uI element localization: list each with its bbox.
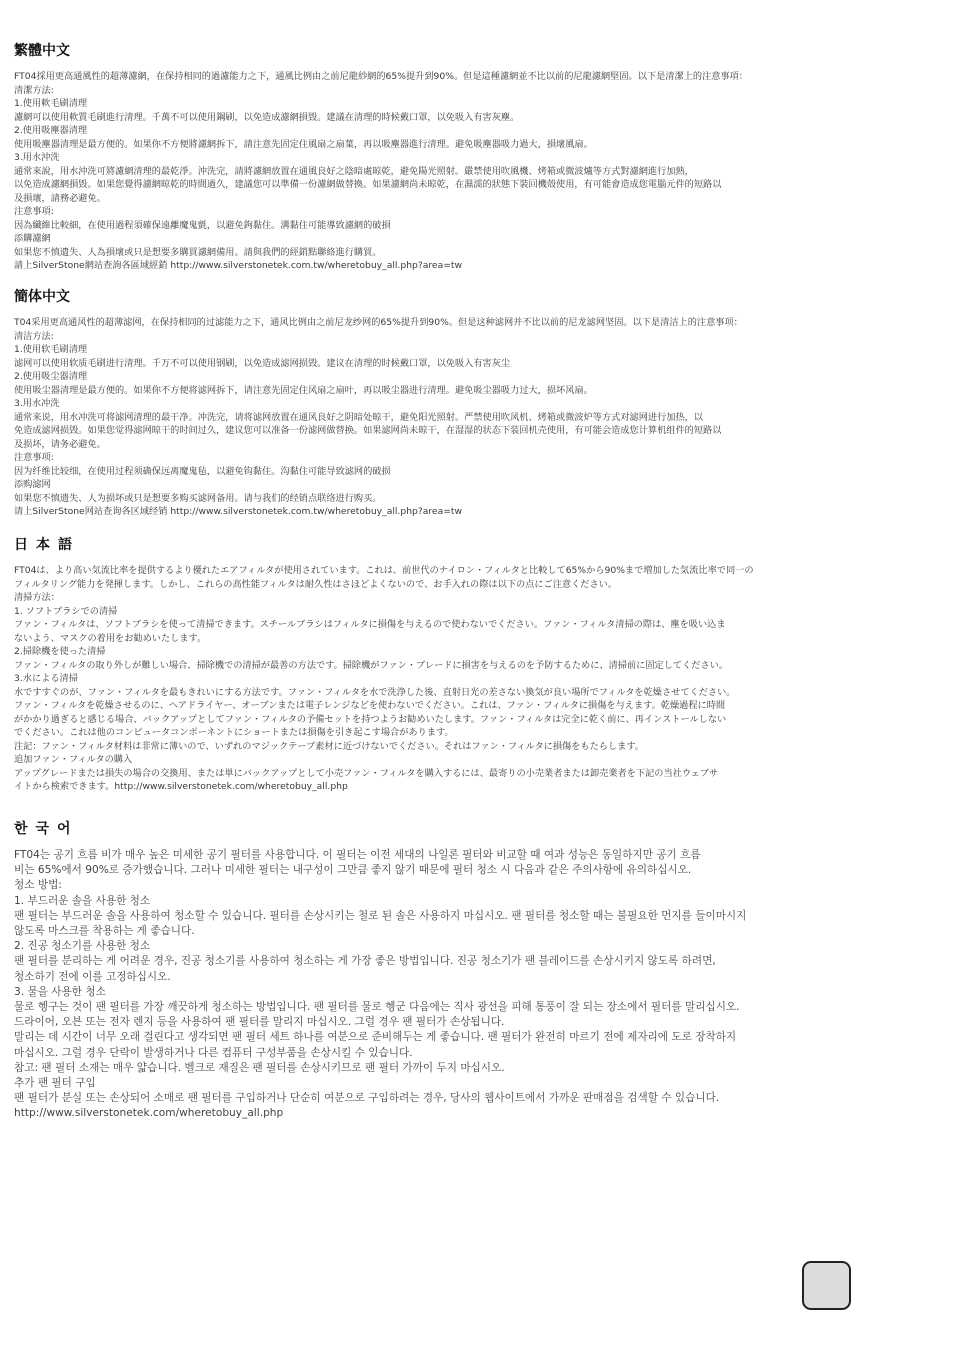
text-line: 3.水による清掃: [14, 673, 78, 684]
text-line: 添购滤网: [14, 479, 51, 490]
text-line: FT04는 공기 흐름 비가 매우 높은 미세한 공기 필터를 사용합니다. 이 필터는 이전 세대의 나일론 필터와 비교할 때 여과 성능은 동일하지만 공기 흐름: [14, 849, 701, 861]
section-korean: [14, 820, 914, 1122]
text-line: 免造成滤网损毁。如果您觉得滤网晾干的时间过久，建议您可以准备一份滤网做替换。如果滤网尚未晾干，在湿湿的状态下装回机壳使用，有可能会造成您计算机组件的短路以: [14, 425, 722, 436]
text-line: ファン・フィルタの取り外しが難しい場合、掃除機での清掃が最善の方法です。掃除機がファン・ブレードに損害を与えるのを予防するために、清掃前に固定してください。: [14, 659, 729, 671]
text-line: 清掃方法：: [14, 592, 60, 603]
text-line: がかかり過ぎると感じる場合、バックアップとしてファン・フィルタの予備セットを持つようお勧めいたします。ファン・フィルタは完全に乾く前に、再インストールしない: [14, 713, 727, 725]
text-line: 1.使用軟毛刷清理: [14, 98, 88, 109]
text-line: 如果您不慎遗失、人为损坏或只是想要多购买滤网备用。请与我们的经销点联络进行购买。: [14, 492, 382, 504]
section-heading: 日本語: [14, 537, 80, 553]
text-line: 清洁方法:: [14, 330, 54, 342]
text-line: 물로 헹구는 것이 팬 필터를 가장 깨끗하게 청소하는 방법입니다. 팬 필터를 물로 헹군 다음에는 직사 광선을 피해 통풍이 잘 되는 장소에서 필터를 말리십시오.: [14, 1001, 740, 1014]
text-line: 滤网可以使用软质毛刷进行清理。千万不可以使用钢刷，以免造成滤网损毁。建议在清理的时候戴口罩，以免吸入有害灰尘: [14, 357, 511, 369]
text-line: 드라이어, 오븐 또는 전자 렌지 등을 사용하여 팬 필터를 말리지 마십시오. 그럴 경우 팬 필터가 손상됩니다.: [14, 1016, 505, 1029]
text-line: 濾網可以使用軟質毛刷進行清理。千萬不可以使用鋼刷，以免造成濾網損毀。建議在清理的時候戴口罩，以免吸入有害灰塵。: [14, 111, 520, 123]
text-line: 清潔方法:: [14, 84, 54, 96]
text-line: FT04採用更高通風性的超薄濾網，在保持相同的過濾能力之下，通風比例由之前尼龍紗網的65%提升到90%。但是這種濾網並不比以前的尼龍濾網堅固。以下是清潔上的注意事項：: [14, 71, 748, 82]
text-line: 2.使用吸塵器清理: [14, 125, 88, 136]
text-line: 참고: 팬 필터 소재는 매우 얇습니다. 벨크로 재질은 팬 필터를 손상시키므로 팬 필터 가까이 두지 마십시오.: [14, 1061, 505, 1074]
text-line: 1. ソフトブラシでの清掃: [14, 605, 118, 617]
text-line: 因为纤维比较细，在使用过程须确保远离魔鬼毡，以避免钩黏住。沟黏住可能导致滤网的破损: [14, 465, 391, 477]
section-simplified-chinese: [14, 288, 914, 519]
text-line: ファン・フィルタを乾燥させるのに、ヘアドライヤー、オーブンまたは電子レンジなどを使わないでください。これは、ファン・フィルタに損傷を与えます。乾燥過程に時間: [14, 700, 726, 711]
text-line: イトから検索できます。http://www.silverstonetek.com/wheretobuy_all.php: [14, 781, 348, 792]
text-line: FT04は、より高い気流比率を提供するより優れたエアフィルタが使用されています。これは、前世代のナイロン・フィルタと比較して65%から90%まで増加した気流比率で同一の: [14, 565, 754, 576]
text-line: 通常來說，用水沖洗可將濾網清理的最乾淨。沖洗完，請將濾網放置在通風良好之陰暗處晾乾，避免陽光照射。嚴禁使用吹風機、烤箱或微波爐等方式對濾網進行加熱，: [14, 165, 694, 177]
text-line: 水ですすぐのが、ファン・フィルタを最もきれいにする方法です。ファン・フィルタを水で洗浄した後、直射日光の差さない換気が良い場所でフィルタを乾燥させてください。: [14, 686, 736, 698]
text-line: 使用吸塵器清理是最方便的。如果你不方便將濾網拆下，請注意先固定住風扇之扇葉，再以吸塵器進行清理。避免吸塵器吸力過大，損壞風扇。: [14, 138, 593, 150]
section-japanese: [14, 536, 914, 794]
text-line: フィルタリング能力を発揮します。しかし、これらの高性能フィルタは耐久性はさほどよくないので、お手入れの際は以下の点にご注意ください。: [14, 578, 618, 590]
text-line: 如果您不慎遺失、人為損壞或只是想要多購買濾網備用。請與我們的經銷點聯絡進行購買。: [14, 246, 382, 258]
section-body: [14, 564, 914, 794]
section-body: [14, 70, 914, 273]
text-line: でください。これは他のコンピュータコンポーネントにショートまたは損傷を引き起こす場合があります。: [14, 727, 454, 738]
text-line: 注記：ファン・フィルタ材料は非常に薄いので、いずれのマジックテープ素材に近づけないでください。それはファン・フィルタに損傷をもたらします。: [14, 740, 644, 752]
section-heading: 簡体中文: [14, 289, 70, 305]
text-line: 通常来说，用水冲洗可将滤网清理的最干净。冲洗完，请将滤网放置在通风良好之阴暗处晾干，避免阳光照射。严禁使用吹风机、烤箱或微波炉等方式对滤网进行加热，以: [14, 411, 704, 423]
text-line: 使用吸尘器清理是最方便的。如果你不方便将滤网拆下，请注意先固定住风扇之扇叶，再以吸尘器进行清理。避免吸尘器吸力过大，损坏风扇。: [14, 384, 593, 396]
text-line: 추가 팬 필터 구입: [14, 1077, 96, 1090]
text-line: 追加ファン・フィルタの購入: [14, 754, 133, 765]
text-line: 请上SilverStone网站查询各区域经销 http://www.silverstonetek.com.tw/wheretobuy_all.php?area=tw: [14, 506, 463, 517]
text-line: 않도록 마스크를 착용하는 게 좋습니다.: [14, 925, 195, 938]
text-line: アップグレードまたは損失の場合の交換用、または単にバックアップとして小売ファン・フィルタを購入するには、最寄りの小売業者または卸売業者を下記の当社ウェブサ: [14, 767, 719, 779]
text-line: 因為纖維比較細，在使用過程須確保遠離魔鬼氈，以避免鉤黏住。溝黏住可能導致濾網的破損: [14, 219, 391, 231]
text-line: 팬 필터를 분리하는 게 어려운 경우, 진공 청소기를 사용하여 청소하는 게 가장 좋은 방법입니다. 진공 청소기가 팬 블레이드를 손상시키지 않도록 하려면,: [14, 955, 716, 968]
text-line: 2.使用吸尘器清理: [14, 371, 88, 382]
text-line: 及損壞，請務必避免。: [14, 192, 106, 204]
section-traditional-chinese: [14, 42, 914, 273]
text-line: 注意事項:: [14, 206, 54, 217]
text-line: 청소하기 전에 이를 고정하십시오.: [14, 970, 171, 983]
text-line: ないよう、マスクの着用をお勧めいたします。: [14, 632, 207, 644]
text-line: 注意事项:: [14, 452, 54, 463]
text-line: 팬 필터가 분실 또는 손상되어 소매로 팬 필터를 구입하거나 단순히 여분으로 구입하려는 경우, 당사의 웹사이트에서 가까운 판매점을 검색할 수 있습니다.: [14, 1092, 720, 1105]
text-line: T04采用更高通风性的超薄滤网，在保持相同的过滤能力之下，通风比例由之前尼龙纱网的65%提升到90%。但是这种滤网并不比以前的尼龙滤网坚固。以下是清洁上的注意事项：: [14, 317, 743, 328]
text-line: 2. 진공 청소기를 사용한 청소: [14, 940, 151, 953]
text-line: 팬 필터는 부드러운 솔을 사용하여 청소할 수 있습니다. 필터를 손상시키는 철로 된 솔은 사용하지 마십시오. 팬 필터를 청소할 때는 불필요한 먼지를 들이마시지: [14, 909, 747, 922]
section-body: [14, 316, 914, 519]
section-heading: 繁體中文: [14, 43, 70, 59]
text-line: 3.用水冲洗: [14, 398, 60, 409]
text-line: 3.用水沖洗: [14, 152, 60, 163]
page-corner-box: [802, 1261, 851, 1310]
text-line: 3. 물을 사용한 청소: [14, 985, 106, 998]
section-body: [14, 848, 914, 1122]
text-line: 1. 부드러운 솔을 사용한 청소: [14, 894, 151, 907]
text-line: 마십시오. 그럴 경우 단락이 발생하거나 다른 컴퓨터 구성부품을 손상시킬 수 있습니다.: [14, 1046, 413, 1059]
text-line: 請上SilverStone網站查詢各區域經銷 http://www.silverstonetek.com.tw/wheretobuy_all.php?area=tw: [14, 260, 463, 271]
text-line: 말리는 데 시간이 너무 오래 걸린다고 생각되면 팬 필터 세트 하나를 여분으로 준비해두는 게 좋습니다. 팬 필터가 완전히 마르기 전에 제자리에 도로 장착하지: [14, 1031, 737, 1044]
text-line: ファン・フィルタは、ソフトブラシを使って清掃できます。スチールブラシはフィルタに損傷を与えるので使わないでください。ファン・フィルタ清掃の際は、塵を吸い込ま: [14, 619, 726, 630]
text-line: 添購濾網: [14, 233, 51, 244]
text-line: 以免造成濾網損毀。如果您覺得濾網晾乾的時間過久，建議您可以準備一份濾網做替換。如果濾網尚未晾乾，在濕濡的狀態下裝回機殼使用，有可能會造成您電腦元件的短路以: [14, 179, 722, 190]
section-heading: 한국어: [14, 821, 79, 837]
text-line: 及损坏，请务必避免。: [14, 438, 106, 450]
text-line: 2.掃除機を使った清掃: [14, 646, 106, 657]
text-line: 청소 방법:: [14, 879, 62, 892]
text-line: 1.使用软毛刷清理: [14, 344, 88, 355]
text-line: http://www.silverstonetek.com/wheretobuy_all.php: [14, 1107, 284, 1120]
text-line: 비는 65%에서 90%로 증가했습니다. 그러나 미세한 필터는 내구성이 그만큼 좋지 않기 때문에 필터 청소 시 다음과 같은 주의사항에 유의하십시오.: [14, 864, 692, 877]
